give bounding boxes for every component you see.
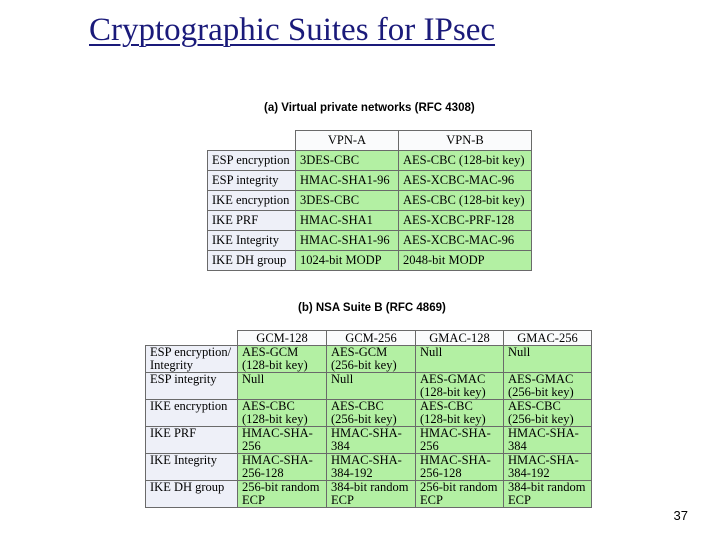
cell-line: 384-192 (331, 466, 373, 480)
nsa-suite-b-table (145, 330, 592, 508)
cell-line: IKE encryption (150, 399, 228, 413)
table-cell (504, 427, 592, 454)
cell-line: (128-bit key) (420, 385, 486, 399)
cell-line: HMAC-SHA- (508, 453, 579, 467)
table-row (146, 481, 592, 508)
table-cell (238, 427, 327, 454)
cell-line: HMAC-SHA- (242, 426, 313, 440)
table-cell: AES-XCBC-MAC-96 (399, 171, 532, 191)
row-label (146, 346, 238, 373)
table-cell: AES-CBC (128-bit key) (399, 191, 532, 211)
table-cell (327, 373, 416, 400)
cell-line: 256 (420, 439, 439, 453)
table-cell (504, 373, 592, 400)
cell-line: AES-GCM (331, 345, 388, 359)
row-label: IKE encryption (208, 191, 296, 211)
cell-line: (256-bit key) (508, 412, 574, 426)
cell-line: Null (420, 345, 443, 359)
table-row (146, 400, 592, 427)
cell-line: ECP (420, 493, 443, 507)
table-row (146, 346, 592, 373)
table-cell: 2048-bit MODP (399, 251, 532, 271)
row-label (146, 400, 238, 427)
table-cell: HMAC-SHA1 (296, 211, 399, 231)
cell-line: AES-CBC (508, 399, 561, 413)
table-cell (504, 346, 592, 373)
table-row (146, 454, 592, 481)
table-cell: 3DES-CBC (296, 151, 399, 171)
table-b-caption: (b) NSA Suite B (RFC 4869) (298, 302, 446, 314)
cell-line: IKE PRF (150, 426, 197, 440)
cell-line: Null (331, 372, 354, 386)
table-cell: HMAC-SHA1-96 (296, 171, 399, 191)
table-cell (416, 400, 504, 427)
column-header: VPN-A (296, 131, 399, 151)
table-cell (416, 481, 504, 508)
vpn-suites-table (207, 130, 532, 271)
cell-line: IKE DH group (150, 480, 225, 494)
row-label (146, 373, 238, 400)
cell-line: HMAC-SHA- (331, 453, 402, 467)
table-cell: HMAC-SHA1-96 (296, 231, 399, 251)
cell-line: 256-128 (242, 466, 284, 480)
cell-line: Integrity (150, 358, 194, 372)
cell-line: IKE Integrity (150, 453, 217, 467)
cell-line: ECP (331, 493, 354, 507)
cell-line: AES-CBC (420, 399, 473, 413)
row-label: ESP encryption (208, 151, 296, 171)
cell-line: HMAC-SHA- (331, 426, 402, 440)
column-header: GCM-128 (238, 331, 327, 346)
row-label: IKE Integrity (208, 231, 296, 251)
cell-line: HMAC-SHA- (420, 453, 491, 467)
table-cell: 3DES-CBC (296, 191, 399, 211)
table-cell: 1024-bit MODP (296, 251, 399, 271)
cell-line: 384-bit random (331, 480, 409, 494)
cell-line: (256-bit key) (331, 412, 397, 426)
cell-line: AES-CBC (242, 399, 295, 413)
cell-line: 384-bit random (508, 480, 586, 494)
table-cell (238, 481, 327, 508)
cell-line: (128-bit key) (420, 412, 486, 426)
table-cell (416, 454, 504, 481)
cell-line: Null (508, 345, 531, 359)
row-label: IKE DH group (208, 251, 296, 271)
cell-line: 256 (242, 439, 261, 453)
cell-line: AES-GMAC (420, 372, 486, 386)
table-cell (327, 454, 416, 481)
column-header: GCM-256 (327, 331, 416, 346)
column-header: VPN-B (399, 131, 532, 151)
table-row (208, 151, 532, 171)
table-cell (327, 427, 416, 454)
cell-line: 384-192 (508, 466, 550, 480)
cell-line: ESP integrity (150, 372, 217, 386)
row-label: ESP integrity (208, 171, 296, 191)
cell-line: (256-bit key) (508, 385, 574, 399)
cell-line: 256-bit random (420, 480, 498, 494)
cell-line: HMAC-SHA- (420, 426, 491, 440)
table-cell (504, 454, 592, 481)
table-a-caption: (a) Virtual private networks (RFC 4308) (264, 102, 475, 114)
table-cell (416, 373, 504, 400)
table-cell (327, 481, 416, 508)
cell-line: HMAC-SHA- (508, 426, 579, 440)
page-number: 37 (673, 508, 688, 523)
table-cell (504, 481, 592, 508)
cell-line: AES-GCM (242, 345, 299, 359)
table-cell (504, 400, 592, 427)
table-cell (238, 454, 327, 481)
column-header: GMAC-256 (504, 331, 592, 346)
cell-line: ECP (242, 493, 265, 507)
table-cell (238, 346, 327, 373)
cell-line: 256-128 (420, 466, 462, 480)
cell-line: 384 (331, 439, 350, 453)
table-row (208, 231, 532, 251)
cell-line: (128-bit key) (242, 412, 308, 426)
table-cell: AES-XCBC-PRF-128 (399, 211, 532, 231)
row-label: IKE PRF (208, 211, 296, 231)
column-header: GMAC-128 (416, 331, 504, 346)
cell-line: ESP encryption/ (150, 345, 232, 359)
cell-line: Null (242, 372, 265, 386)
table-cell (416, 427, 504, 454)
row-label (146, 481, 238, 508)
cell-line: AES-GMAC (508, 372, 574, 386)
corner-cell (208, 131, 296, 151)
cell-line: 256-bit random (242, 480, 320, 494)
table-row (208, 171, 532, 191)
table-row (146, 373, 592, 400)
cell-line: ECP (508, 493, 531, 507)
table-cell (238, 373, 327, 400)
cell-line: (256-bit key) (331, 358, 397, 372)
slide-title: Cryptographic Suites for IPsec (89, 12, 496, 48)
table-cell (416, 346, 504, 373)
cell-line: (128-bit key) (242, 358, 308, 372)
table-cell (327, 400, 416, 427)
table-row (208, 191, 532, 211)
cell-line: AES-CBC (331, 399, 384, 413)
table-cell: AES-CBC (128-bit key) (399, 151, 532, 171)
cell-line: HMAC-SHA- (242, 453, 313, 467)
cell-line: 384 (508, 439, 527, 453)
table-cell (327, 346, 416, 373)
table-cell: AES-XCBC-MAC-96 (399, 231, 532, 251)
table-header-row (208, 131, 532, 151)
table-row (208, 211, 532, 231)
row-label (146, 427, 238, 454)
table-row (146, 427, 592, 454)
corner-cell (146, 331, 238, 346)
row-label (146, 454, 238, 481)
table-cell (238, 400, 327, 427)
table-row (208, 251, 532, 271)
table-header-row (146, 331, 592, 346)
